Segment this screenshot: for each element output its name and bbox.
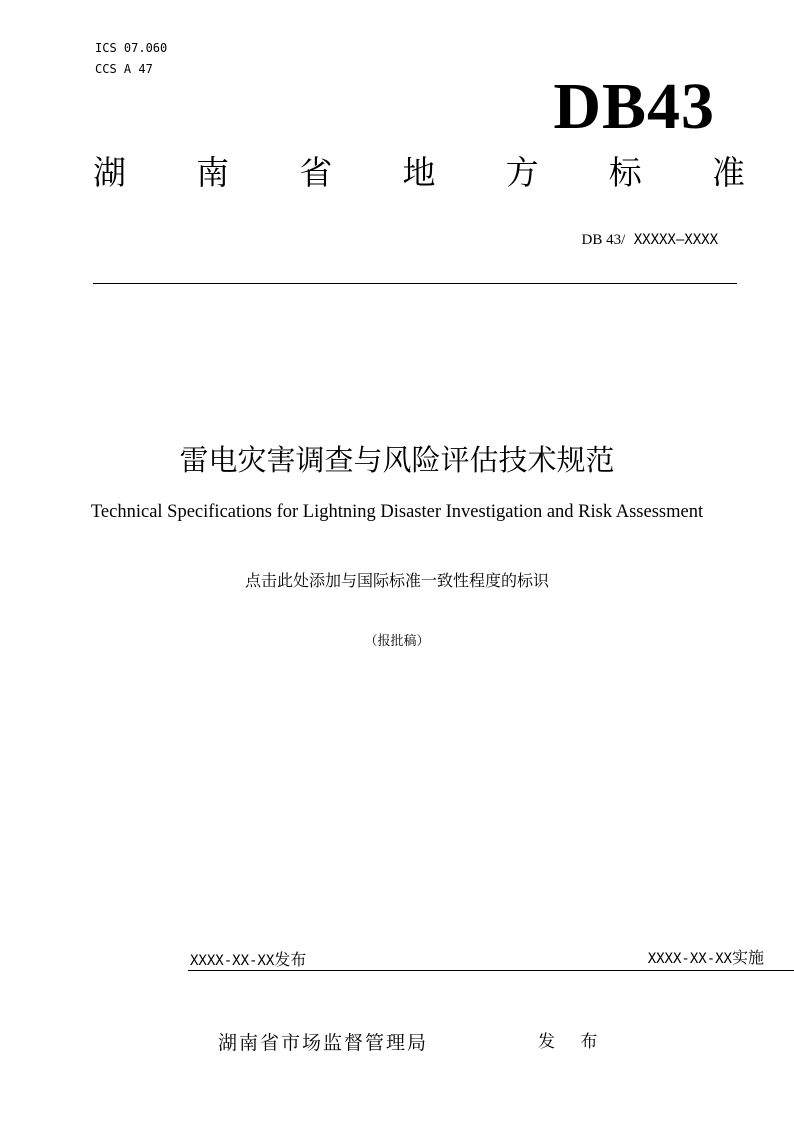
- consistency-note-placeholder[interactable]: 点击此处添加与国际标准一致性程度的标识: [244, 571, 549, 590]
- issue-action: 发 布: [538, 1032, 608, 1052]
- date-divider: [188, 970, 794, 971]
- standard-number: [582, 230, 718, 250]
- standard-type-char: 湖: [93, 153, 126, 192]
- ics-code: ICS 07.060: [95, 41, 168, 55]
- header-divider: [93, 283, 737, 284]
- ccs-code: CCS A 47: [95, 62, 153, 76]
- standard-type-title: [93, 152, 745, 194]
- issue-date: [190, 950, 306, 971]
- standard-number-code: XXXXX—XXXX: [625, 232, 718, 248]
- standard-type-char: 地: [402, 153, 436, 192]
- issuing-authority: 湖南省市场监督管理局: [218, 1032, 429, 1054]
- standard-type-char: 方: [505, 153, 539, 192]
- implement-date-label: 实施: [731, 948, 764, 967]
- issue-date-label: 发布: [274, 950, 307, 969]
- standard-number-prefix: DB 43/: [581, 232, 626, 248]
- standard-type-char: 准: [711, 153, 745, 192]
- standard-type-char: 南: [196, 153, 230, 192]
- standard-type-char: 标: [608, 153, 642, 192]
- draft-status: （报批稿）: [364, 634, 430, 649]
- issue-date-value: XXXX-XX-XX: [190, 953, 275, 969]
- implement-date-value: XXXX-XX-XX: [647, 951, 732, 967]
- document-title-zh: 雷电灾害调查与风险评估技术规范: [179, 443, 615, 477]
- document-title-en: Technical Specifications for Lightning Disaster Investigation and Risk Assessment: [90, 502, 704, 522]
- implement-date: [648, 948, 764, 969]
- standard-type-char: 省: [299, 153, 333, 192]
- db-code-logo: DB43: [553, 70, 715, 143]
